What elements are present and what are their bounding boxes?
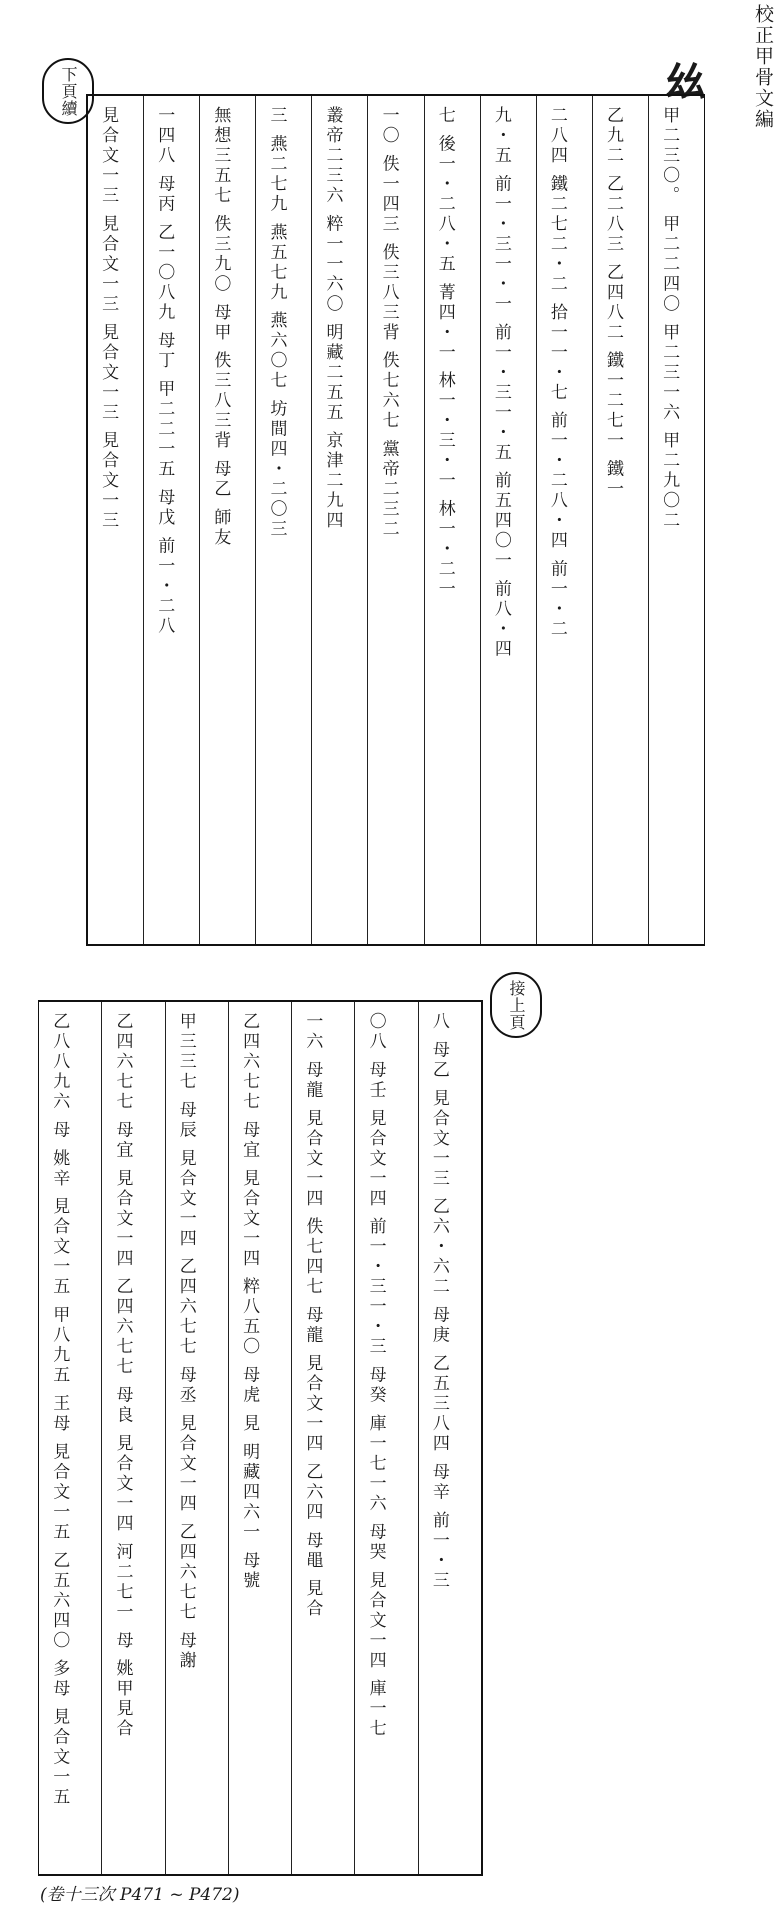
column: 一六 母龍 見合文一四 佚七四七 母龍 見合文一四 乙六四 母黽 見合 bbox=[291, 1002, 354, 1874]
column: 〇八 母壬 見合文一四 前一・三一・三 母癸 庫一七一六 母哭 見合文一四 庫一七 bbox=[354, 1002, 417, 1874]
column: 乙九二 乙二八三 乙四八二 鐵一二七一 鐵一 bbox=[592, 96, 648, 944]
column: 叢帝二三六 粹一一六〇 明藏二五五 京津二九四 bbox=[311, 96, 367, 944]
column: 二八四 鐵二七二・二 拾一一・七 前一・二八・四 前一・二 bbox=[536, 96, 592, 944]
page-range-note: (卷十三次 P471 ~ P472) bbox=[40, 1885, 240, 1905]
column: 一〇 佚一四三 佚三八三背 佚七六七 黨帝二三二 bbox=[367, 96, 423, 944]
upper-text-panel bbox=[86, 94, 705, 946]
column: 一四八 母丙 乙一〇八九 母丁 甲二二一五 母戊 前一・二八 bbox=[143, 96, 199, 944]
column: 甲二三〇。 甲二二四〇 甲二三一六 甲二九〇二 bbox=[648, 96, 704, 944]
column: 八 母乙 見合文一三 乙六・六二 母庚 乙五三八四 母辛 前一・三 bbox=[418, 1002, 481, 1874]
continued-next-page-badge: 下頁續 bbox=[42, 58, 94, 124]
column: 三 燕二七九 燕五七九 燕六〇七 坊間四・二〇三 bbox=[255, 96, 311, 944]
column: 甲三三七 母辰 見合文一四 乙四六七七 母丞 見合文一四 乙四六七七 母謝 bbox=[165, 1002, 228, 1874]
column: 見合文一三 見合文一三 見合文一三 見合文一三 bbox=[98, 106, 119, 532]
column: 無想三五七 佚三九〇 母甲 佚三八三背 母乙 師友 bbox=[199, 96, 255, 944]
column: 乙四六七七 母宜 見合文一四 粹八五〇 母虎 見 明藏四六一 母號 bbox=[228, 1002, 291, 1874]
column: 九・五 前一・三一・一 前一・三一・五 前五四〇一 前八・四 bbox=[480, 96, 536, 944]
column: 乙四六七七 母宜 見合文一四 乙四六七七 母良 見合文一四 河二七一 母 姚甲見合 bbox=[101, 1002, 164, 1874]
column: 七 後一・二八・五 菁四・一 林一・三・一 林一・二一 bbox=[424, 96, 480, 944]
head-character-glyph: 𢆶 bbox=[666, 60, 706, 106]
continued-from-previous-badge: 接上頁 bbox=[490, 972, 542, 1038]
running-title: 校正甲骨文編 bbox=[752, 4, 774, 130]
lower-text-panel bbox=[38, 1000, 483, 1876]
column: 乙八八九六 母 姚辛 見合文一五 甲八九五 王母 見合文一五 乙五六四〇 多母 見合文一五 bbox=[49, 1012, 70, 1808]
